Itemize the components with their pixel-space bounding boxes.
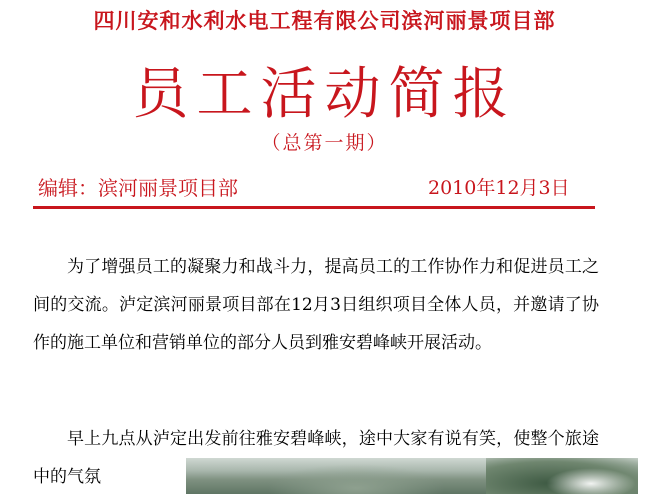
page-title: 员工活动简报: [132, 62, 517, 127]
photo-highlight: [546, 468, 636, 494]
landscape-photo: [186, 458, 638, 494]
header-divider: [33, 206, 595, 209]
photo-haze: [266, 464, 446, 494]
paragraph-trip: 早上九点从泸定出发前往雅安碧峰峡，途中大家有说有笑，使整个旅途中的气氛: [33, 429, 599, 487]
publish-date: 2010年12月3日: [428, 177, 570, 199]
editor-line: 编辑：滨河丽景项目部: [38, 176, 238, 200]
organization-name: 四川安和水利水电工程有限公司滨河丽景项目部: [93, 8, 556, 33]
paragraph-intro: 为了增强员工的凝聚力和战斗力，提高员工的工作协作力和促进员工之间的交流。泸定滨河丽景项目部在12月3日组织项目全体人员，并邀请了协作的施工单位和营销单位的部分人员到雅安碧峰峡开展活动。: [33, 257, 599, 353]
issue-number: （总第一期）: [261, 132, 388, 154]
